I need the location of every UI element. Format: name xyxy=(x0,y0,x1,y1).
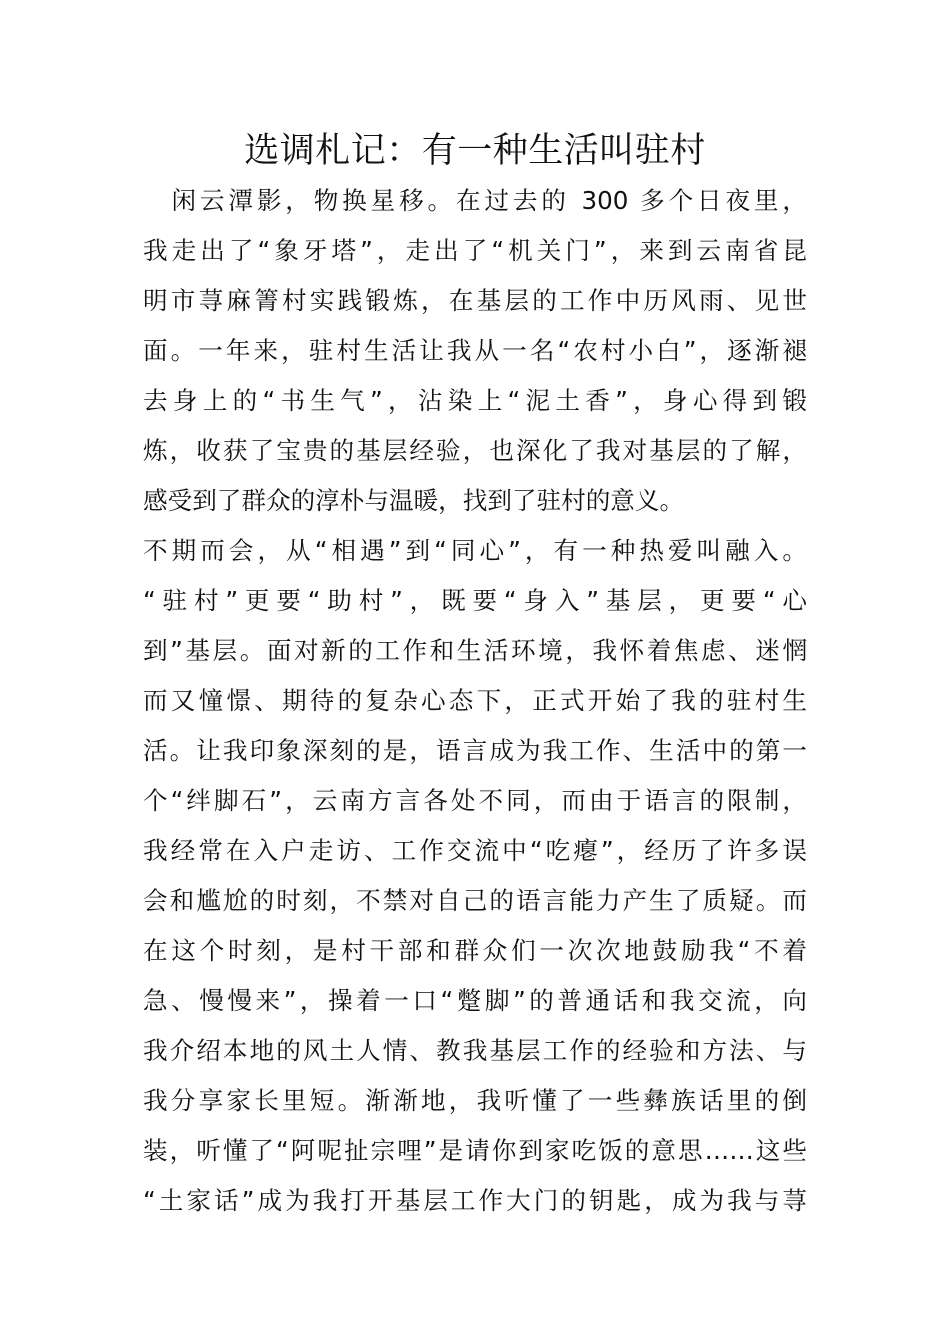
paragraph-line: 活。让我印象深刻的是，语言成为我工作、生活中的第一 xyxy=(143,736,807,765)
paragraph-line: 我走出了“象牙塔”，走出了“机关门”，来到云南省昆 xyxy=(143,236,807,265)
paragraph-line: “土家话”成为我打开基层工作大门的钥匙，成为我与荨 xyxy=(143,1186,807,1215)
paragraph-line: 不期而会，从“相遇”到“同心”，有一种热爱叫融入。 xyxy=(143,536,807,565)
paragraph-line: 去身上的“书生气”，沾染上“泥土香”，身心得到锻 xyxy=(143,386,807,415)
paragraph-line: 炼，收获了宝贵的基层经验，也深化了我对基层的了解， xyxy=(143,436,807,465)
paragraph-line: 在这个时刻，是村干部和群众们一次次地鼓励我“不着 xyxy=(143,936,807,965)
paragraph-line: 急、慢慢来”，操着一口“蹩脚”的普通话和我交流，向 xyxy=(143,986,807,1015)
paragraph-line: 会和尴尬的时刻，不禁对自己的语言能力产生了质疑。而 xyxy=(143,886,807,915)
paragraph-line: 到”基层。面对新的工作和生活环境，我怀着焦虑、迷惘 xyxy=(143,636,807,665)
paragraph-line: 而又憧憬、期待的复杂心态下，正式开始了我的驻村生 xyxy=(143,686,807,715)
paragraph-line: 我介绍本地的风土人情、教我基层工作的经验和方法、与 xyxy=(143,1036,807,1065)
paragraph-line: 明市荨麻箐村实践锻炼，在基层的工作中历风雨、见世 xyxy=(143,286,807,315)
paragraph-line: 闲云潭影，物换星移。在过去的 300 多个日夜里， xyxy=(143,186,807,215)
paragraph-line: “驻村”更要“助村”，既要“身入”基层，更要“心 xyxy=(143,586,807,615)
paragraph-line: 面。一年来，驻村生活让我从一名“农村小白”，逐渐褪 xyxy=(143,336,807,365)
paragraph-line: 个“绊脚石”，云南方言各处不同，而由于语言的限制， xyxy=(143,786,807,815)
document-title: 选调札记：有一种生活叫驻村 xyxy=(244,131,706,171)
paragraph-line: 装，听懂了“阿呢扯宗哩”是请你到家吃饭的意思……这些 xyxy=(143,1136,807,1165)
paragraph-line: 感受到了群众的淳朴与温暖，找到了驻村的意义。 xyxy=(143,486,685,515)
paragraph-line: 我分享家长里短。渐渐地，我听懂了一些彝族话里的倒 xyxy=(143,1086,807,1115)
paragraph-line: 我经常在入户走访、工作交流中“吃瘪”，经历了许多误 xyxy=(143,836,807,865)
